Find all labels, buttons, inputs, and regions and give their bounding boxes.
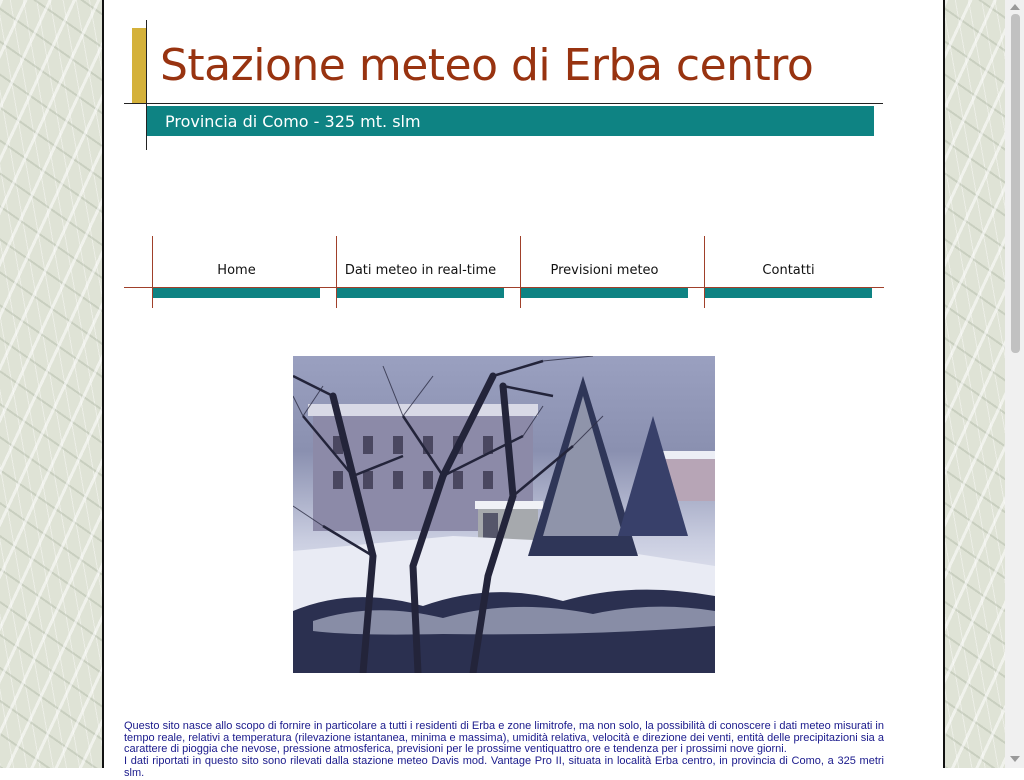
scroll-down-arrow-icon[interactable] — [1010, 756, 1020, 762]
nav-forecast-label[interactable]: Previsioni meteo — [550, 263, 659, 278]
nav-home-label[interactable]: Home — [217, 263, 256, 278]
snowy-garden-icon — [293, 356, 715, 673]
nav-home-bar — [153, 288, 320, 298]
nav-forecast[interactable] — [520, 236, 704, 308]
nav-home[interactable] — [152, 236, 336, 308]
nav-realtime-data-bar — [337, 288, 504, 298]
scroll-up-arrow-icon[interactable] — [1010, 4, 1020, 10]
intro-text — [124, 721, 884, 780]
nav-contacts[interactable] — [704, 236, 888, 308]
scrollbar-thumb[interactable] — [1011, 14, 1020, 353]
header-gold-accent — [132, 28, 147, 103]
intro-paragraph-1: Questo sito nasce allo scopo di fornire in particolare a tutti i residenti di Erba e zone limitrofe, ma non solo, la possibilità di conoscere i dati meteo misurati in tempo reale, relativi a temperatura (rilevazione istantanea, minima e massima), umidità relativa, velocità e direzione dei venti, entità delle precipitazioni sia a carattere di pioggia che nevose, pressione atmosferica, previsioni per le prossime ventiquattro ore e tendenza per i prossimi nove giorni. — [124, 720, 884, 756]
site-title: Stazione meteo di Erba centro — [160, 40, 814, 91]
vertical-scrollbar[interactable] — [1005, 0, 1024, 768]
intro-paragraph-2: I dati riportati in questo sito sono rilevati dalla stazione meteo Davis mod. Vantage Pro II, situata in località Erba centro, in provincia di Como, a 325 metri slm. — [124, 755, 884, 779]
nav-contacts-bar — [705, 288, 872, 298]
nav-realtime-data-label[interactable]: Dati meteo in real-time — [344, 263, 497, 278]
nav-realtime-data[interactable] — [336, 236, 520, 308]
marble-left-panel — [0, 0, 102, 768]
header-horizontal-line — [124, 103, 883, 104]
site-subtitle: Provincia di Como - 325 mt. slm — [165, 112, 421, 131]
marble-right-panel — [945, 0, 1005, 768]
snowy-garden-photo — [293, 356, 715, 673]
header-vertical-line — [146, 20, 147, 150]
nav-contacts-label[interactable]: Contatti — [762, 263, 815, 278]
nav-forecast-bar — [521, 288, 688, 298]
